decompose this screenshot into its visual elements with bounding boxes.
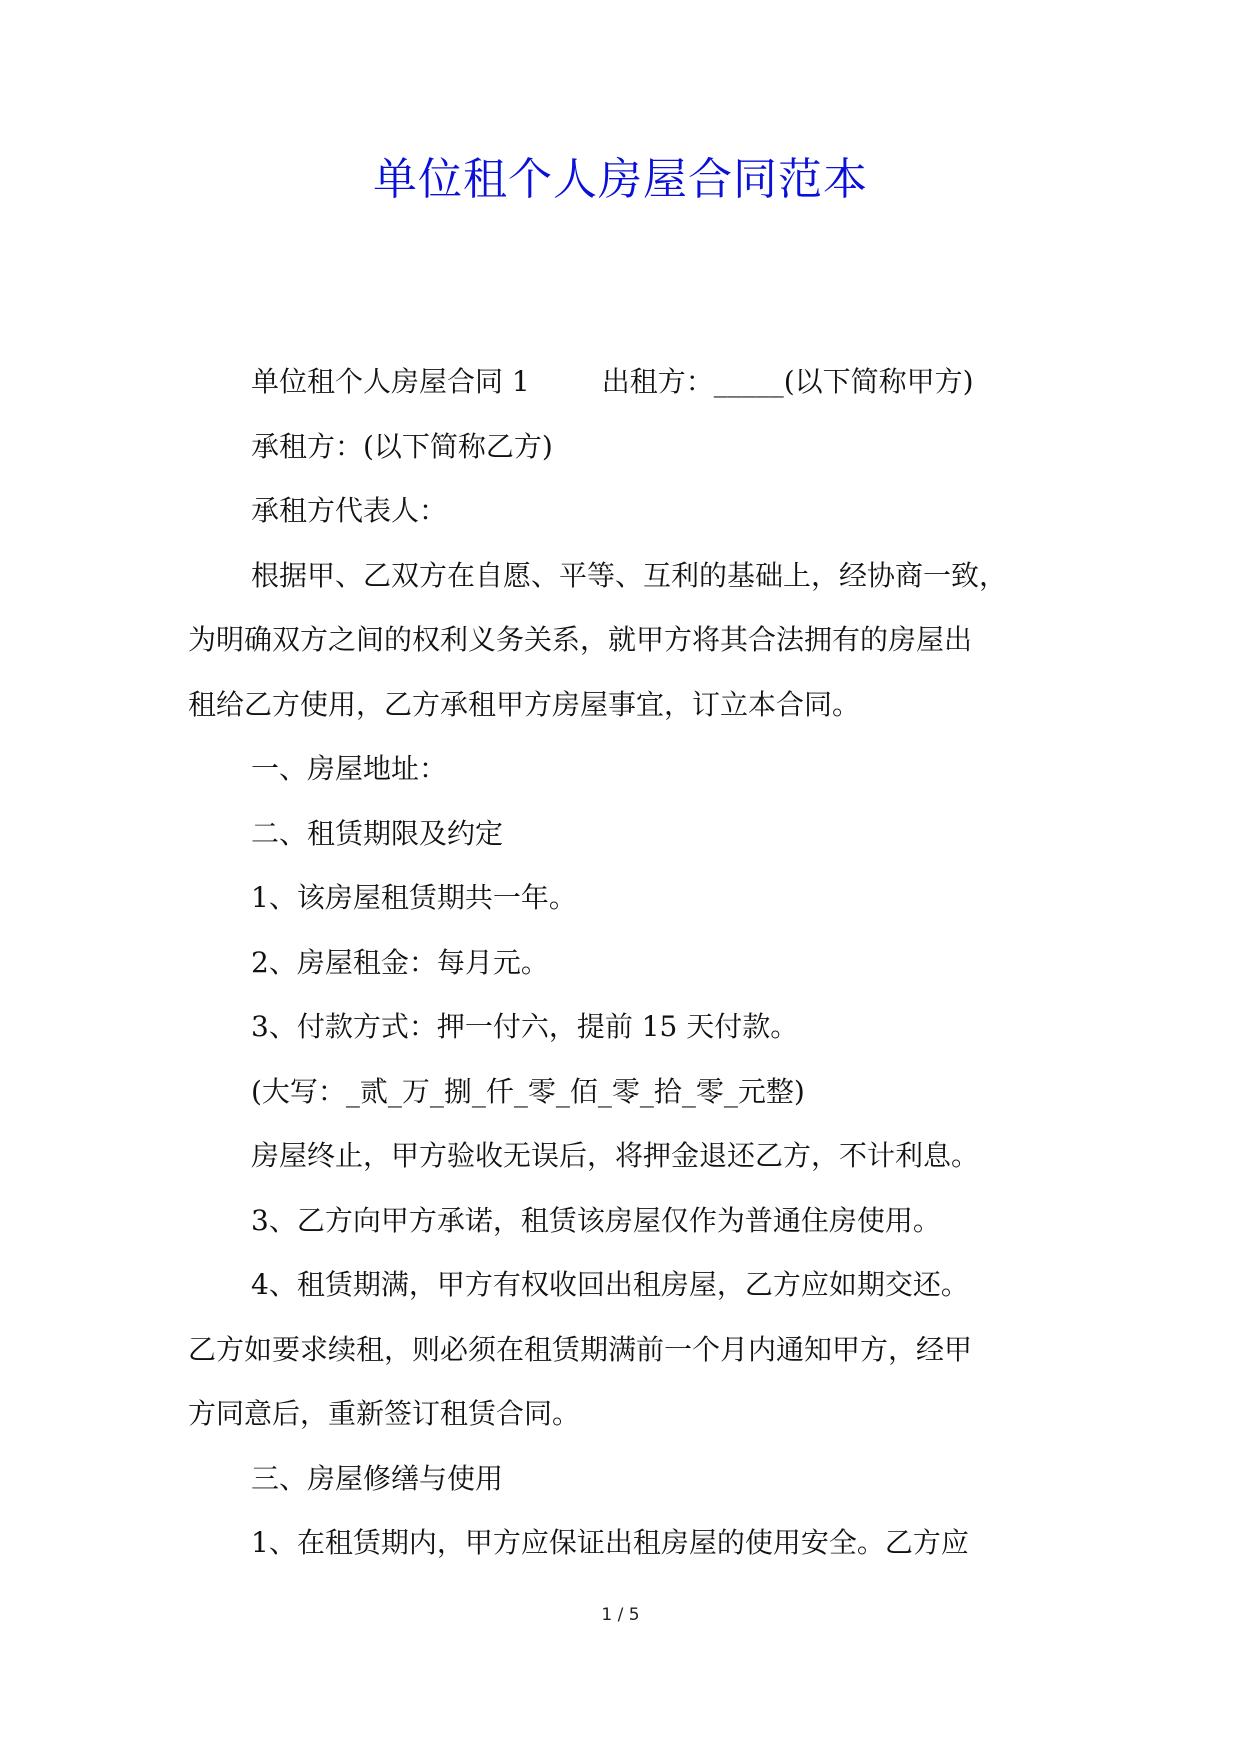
text-line: 房屋终止，甲方验收无误后，将押金退还乙方，不计利息。 <box>251 1139 980 1172</box>
text-line: 3、付款方式：押一付六，提前 15 天付款。 <box>251 1010 799 1043</box>
text-line: 乙方如要求续租，则必须在租赁期满前一个月内通知甲方，经甲 <box>188 1332 973 1366</box>
text-line: 2、房屋租金：每月元。 <box>251 945 549 979</box>
contract-heading: 单位租个人房屋合同 1 <box>251 365 530 398</box>
text-line: 4、租赁期满，甲方有权收回出租房屋，乙方应如期交还。 <box>251 1268 969 1301</box>
page-number: 1 / 5 <box>601 1605 640 1625</box>
text-line: 方同意后，重新签订租赁合同。 <box>188 1397 581 1430</box>
text-line-intro <box>188 350 1068 415</box>
text-line: (大写：_贰_万_捌_仟_零_佰_零_拾_零_元整) <box>251 1074 805 1108</box>
lessor-field: 出租方：_____(以下简称甲方) <box>601 365 974 398</box>
text-line: 3、乙方向甲方承诺，租赁该房屋仅作为普通住房使用。 <box>251 1203 941 1237</box>
text-line: 根据甲、乙双方在自愿、平等、互利的基础上，经协商一致， <box>251 558 1008 592</box>
document-title: 单位租个人房屋合同范本 <box>373 154 868 205</box>
text-line: 承租方：(以下简称乙方) <box>251 429 553 463</box>
text-line: 1、在租赁期内，甲方应保证出租房屋的使用安全。乙方应 <box>251 1526 969 1559</box>
text-line: 为明确双方之间的权利义务关系，就甲方将其合法拥有的房屋出 <box>188 623 973 656</box>
text-line: 承租方代表人： <box>251 494 448 527</box>
document-body <box>188 350 1068 1576</box>
section-heading: 二、租赁期限及约定 <box>251 816 504 850</box>
text-line: 1、该房屋租赁期共一年。 <box>251 881 577 914</box>
section-heading: 三、房屋修缮与使用 <box>251 1461 504 1495</box>
section-heading: 一、房屋地址： <box>251 752 448 785</box>
text-line: 租给乙方使用，乙方承租甲方房屋事宜，订立本合同。 <box>188 687 861 721</box>
